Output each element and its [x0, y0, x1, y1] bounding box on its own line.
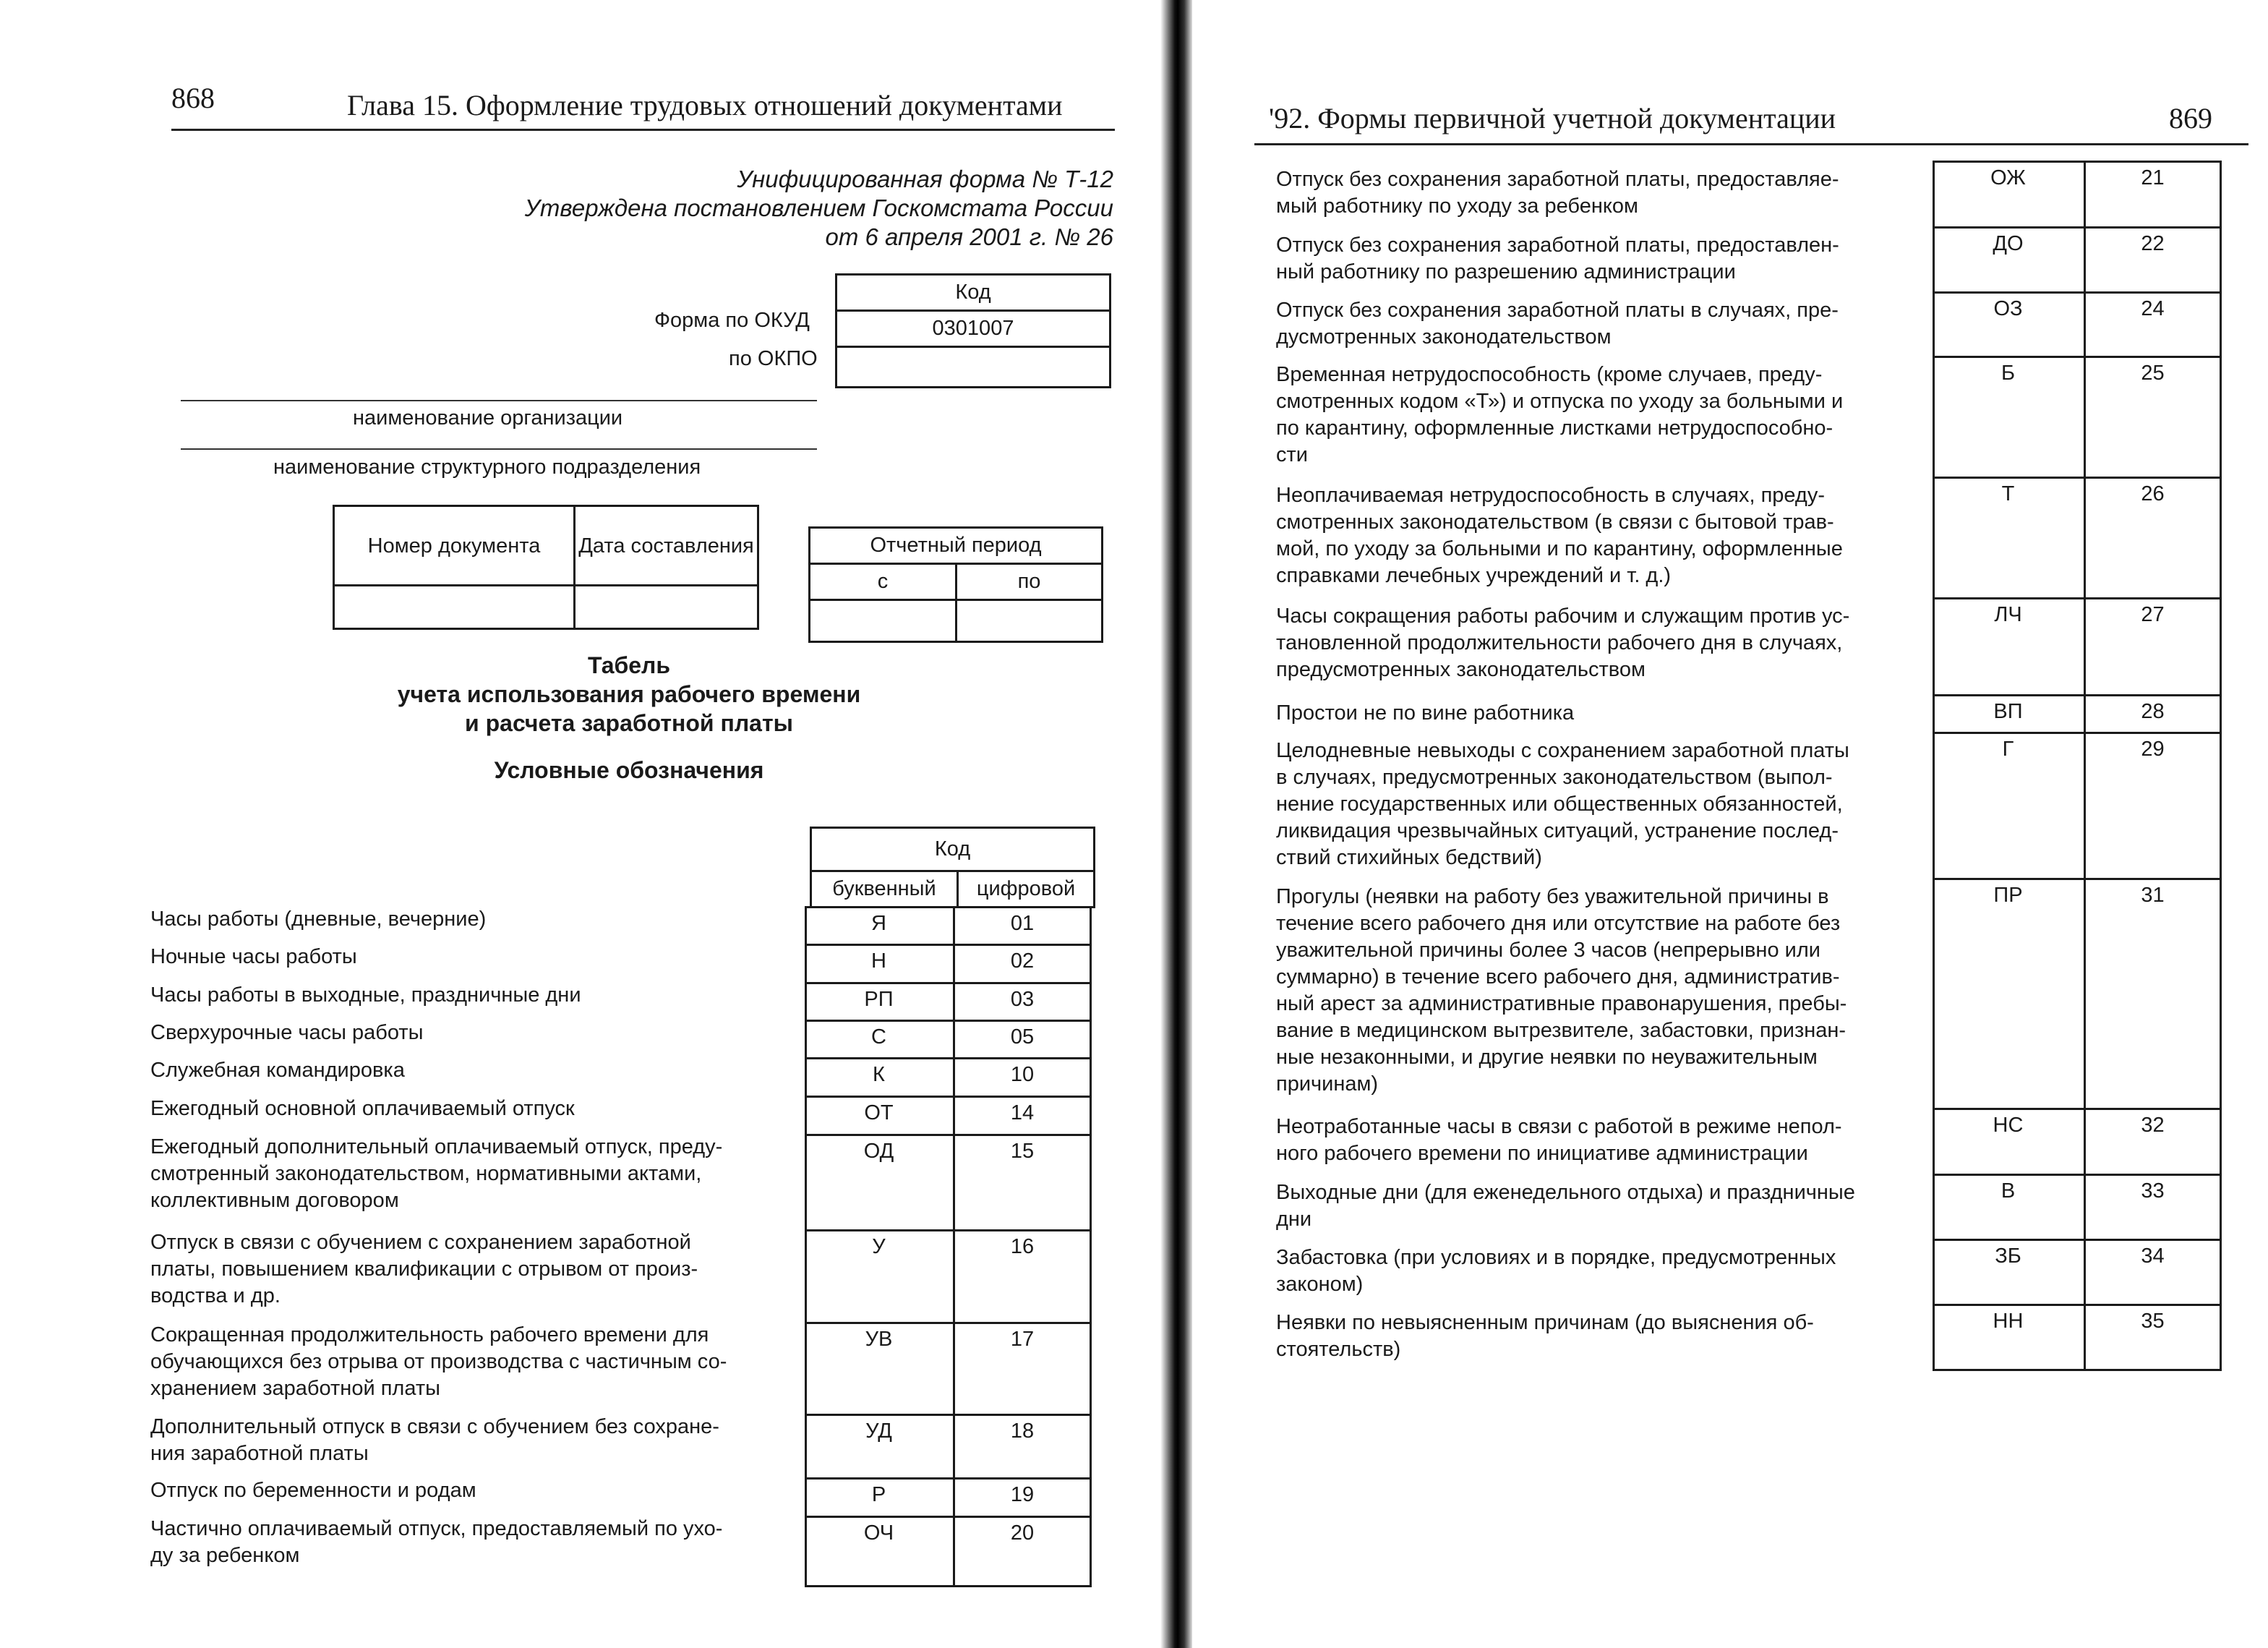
digit-code: 18 — [1010, 1419, 1035, 1443]
letter-code: УД — [865, 1419, 892, 1443]
legend-description: Отпуск без сохранения заработной платы, предоставляе- мый работнику по уходу за ребенком — [1276, 168, 1839, 218]
dept-line — [181, 448, 817, 450]
book-gutter — [1160, 0, 1192, 1648]
legend-description: Часы работы (дневные, вечерние) — [150, 908, 487, 931]
legend-description: Частично оплачиваемый отпуск, предоставляемый по ухо- ду за ребенком — [150, 1517, 723, 1567]
okud-label: Форма по ОКУД — [654, 309, 810, 332]
digit-code: 26 — [2141, 482, 2165, 505]
letter-code: Г — [2002, 738, 2014, 761]
form-header — [434, 165, 1113, 252]
digit-code: 15 — [1010, 1140, 1035, 1163]
letter-code: ЗБ — [1995, 1244, 2021, 1268]
okpo-label: по ОКПО — [729, 347, 818, 370]
period-header: Отчетный период — [810, 528, 1103, 564]
letter-code: ОД — [863, 1140, 894, 1163]
legend-description: Отпуск по беременности и родам — [150, 1479, 476, 1502]
digit-code: 33 — [2141, 1179, 2165, 1203]
period-from: с — [810, 564, 957, 600]
legend-description: Отпуск в связи с обучением с сохранением заработной платы, повышением квалификации с отрывом от произ- водства и др. — [150, 1231, 698, 1307]
digit-code: 16 — [1010, 1235, 1035, 1258]
digit-code: 25 — [2141, 362, 2165, 385]
running-head: '92. Формы первичной учетной документации — [1269, 102, 1836, 135]
legend-description: Целодневные невыходы с сохранением заработной платы в случаях, предусмотренных законодательством (выпол- нение государственных или общественных обязанностей, ликвидация чрезвычайных ситуаций, устранение послед- ствий стихийных бедствий) — [1276, 739, 1849, 869]
digit-code: 21 — [2141, 166, 2165, 189]
legend-description: Прогулы (неявки на работу без уважительной причины в течение всего рабочего дня или отсутствие на работе без уважительной причины более 3 часов (непрерывно или суммарно) в течение всего рабочего дня, административ- ный арест за административные правонарушения, пребы- вание в медицинском вытрезвителе, забастовки, признан- ные незаконными, и другие неявки по неуважительным причинам) — [1276, 885, 1847, 1096]
digit-code: 10 — [1010, 1063, 1035, 1086]
digit-code: 22 — [2141, 232, 2165, 255]
period-to-cell[interactable] — [957, 600, 1103, 642]
legend-description: Служебная командировка — [150, 1059, 405, 1082]
digit-code: 31 — [2141, 884, 2165, 907]
digit-code: 34 — [2141, 1244, 2165, 1268]
page-number: 869 — [2169, 102, 2212, 135]
legend-description: Отпуск без сохранения заработной платы в случаях, пре- дусмотренных законодательством — [1276, 299, 1839, 349]
code-table-header: Код — [811, 828, 1095, 871]
letter-code: НН — [1993, 1310, 2024, 1333]
digit-code: 24 — [2141, 297, 2165, 320]
digit-code: 01 — [1010, 912, 1035, 935]
form-header-line: от 6 апреля 2001 г. № 26 — [825, 223, 1113, 250]
legend-description: Простои не по вине работника — [1276, 701, 1575, 725]
org-line — [181, 400, 817, 401]
digit-code: 29 — [2141, 738, 2165, 761]
legend-description: Часы работы в выходные, праздничные дни — [150, 983, 581, 1007]
doc-date-cell[interactable] — [575, 586, 758, 629]
doc-number-cell[interactable] — [334, 586, 575, 629]
legend-description: Ежегодный дополнительный оплачиваемый отпуск, преду- смотренный законодательством, нормативными актами, коллективным договором — [150, 1135, 723, 1212]
form-header-line: Унифицированная форма № Т-12 — [737, 166, 1113, 192]
dept-caption: наименование структурного подразделения — [273, 456, 701, 479]
period-from-cell[interactable] — [810, 600, 957, 642]
org-caption: наименование организации — [353, 406, 623, 430]
legend-code-header — [810, 827, 1095, 908]
col-letter: буквенный — [811, 871, 958, 908]
letter-code: У — [872, 1235, 886, 1258]
legend-description: Неявки по невыясненным причинам (до выяснения об- стоятельств) — [1276, 1311, 1814, 1361]
legend-description: Дополнительный отпуск в связи с обучением без сохране- ния заработной платы — [150, 1415, 719, 1465]
legend-description: Ежегодный основной оплачиваемый отпуск — [150, 1097, 575, 1120]
letter-code: РП — [864, 988, 894, 1011]
legend-description: Часы сокращения работы рабочим и служащим против ус- тановленной продолжительности рабочего дня в случаях, предусмотренных законодательством — [1276, 605, 1850, 681]
digit-code: 35 — [2141, 1310, 2165, 1333]
period-to: по — [957, 564, 1103, 600]
digit-code: 05 — [1010, 1025, 1035, 1049]
col-digit: цифровой — [958, 871, 1095, 908]
title-line: и расчета заработной платы — [465, 710, 793, 736]
digit-code: 20 — [1010, 1521, 1035, 1545]
legend-description: Неоплачиваемая нетрудоспособность в случаях, преду- смотренных законодательством (в связи с бытовой трав- мой, по уходу за больными и по карантину, оформленные справками лечебных учреждений и т. д.) — [1276, 484, 1843, 587]
legend-description: Сокращенная продолжительность рабочего времени для обучающихся без отрыва от производства с частичным со- хранением заработной платы — [150, 1323, 727, 1400]
okpo-code[interactable] — [836, 347, 1111, 388]
period-table — [808, 526, 1103, 643]
letter-code: К — [873, 1063, 885, 1086]
code-header: Код — [836, 275, 1111, 311]
digit-code-cell — [2084, 878, 2222, 1110]
letter-code: ОЗ — [1993, 297, 2023, 320]
document-title — [304, 651, 954, 738]
letter-code: ЛЧ — [1994, 603, 2022, 626]
letter-code: Р — [871, 1483, 886, 1506]
running-head: Глава 15. Оформление трудовых отношений документами — [347, 89, 1063, 121]
digit-code: 02 — [1010, 949, 1035, 973]
digit-code: 14 — [1010, 1101, 1035, 1124]
letter-code: Б — [2000, 362, 2016, 385]
digit-code: 03 — [1010, 988, 1035, 1011]
letter-code: ОЧ — [863, 1521, 894, 1545]
letter-code: ОТ — [864, 1101, 894, 1124]
letter-code: Я — [871, 912, 886, 935]
okud-code: 0301007 — [836, 311, 1111, 347]
form-header-line: Утверждена постановлением Госкомстата России — [524, 195, 1113, 221]
legend-description: Забастовка (при условиях и в порядке, предусмотренных законом) — [1276, 1246, 1836, 1296]
letter-code: С — [871, 1025, 886, 1049]
right-page — [1200, 0, 2268, 1648]
letter-code: ОЖ — [1990, 166, 2026, 189]
legend-description: Временная нетрудоспособность (кроме случаев, преду- смотренных кодом «Т») и отпуска по уходу за больными и по карантину, оформленные листками нетрудоспособно- сти — [1276, 363, 1844, 466]
letter-code: УВ — [865, 1328, 893, 1351]
letter-code: В — [2000, 1179, 2016, 1203]
digit-code: 17 — [1010, 1328, 1035, 1351]
letter-code: Т — [2001, 482, 2015, 505]
letter-code-cell — [1933, 878, 2086, 1110]
title-line: Табель — [587, 652, 671, 678]
letter-code: ВП — [1993, 700, 2023, 723]
legend-description: Неотработанные часы в связи с работой в режиме непол- ного рабочего времени по инициативе администрации — [1276, 1115, 1842, 1165]
doc-date-header: Дата составления — [575, 506, 758, 586]
doc-number-header: Номер документа — [334, 506, 575, 586]
letter-code: НС — [1993, 1114, 2024, 1137]
letter-code: ПР — [1993, 884, 2023, 907]
legend-description: Выходные дни (для еженедельного отдыха) и праздничные дни — [1276, 1181, 1855, 1231]
digit-code: 27 — [2141, 603, 2165, 626]
page-number: 868 — [171, 82, 215, 114]
letter-code: ДО — [1993, 232, 2024, 255]
letter-code: Н — [871, 949, 886, 973]
legend-title: Условные обозначения — [494, 757, 764, 783]
doc-info-table — [333, 505, 759, 630]
legend-description: Ночные часы работы — [150, 945, 357, 968]
title-line: учета использования рабочего времени — [397, 681, 861, 707]
head-rule — [171, 129, 1115, 131]
legend-description: Отпуск без сохранения заработной платы, предоставлен- ный работнику по разрешению администрации — [1276, 234, 1839, 283]
digit-code: 28 — [2141, 700, 2165, 723]
head-rule — [1254, 143, 2248, 145]
digit-code: 32 — [2141, 1114, 2165, 1137]
digit-code: 19 — [1010, 1483, 1035, 1506]
legend-description: Сверхурочные часы работы — [150, 1021, 424, 1044]
okud-code-table — [835, 273, 1111, 388]
